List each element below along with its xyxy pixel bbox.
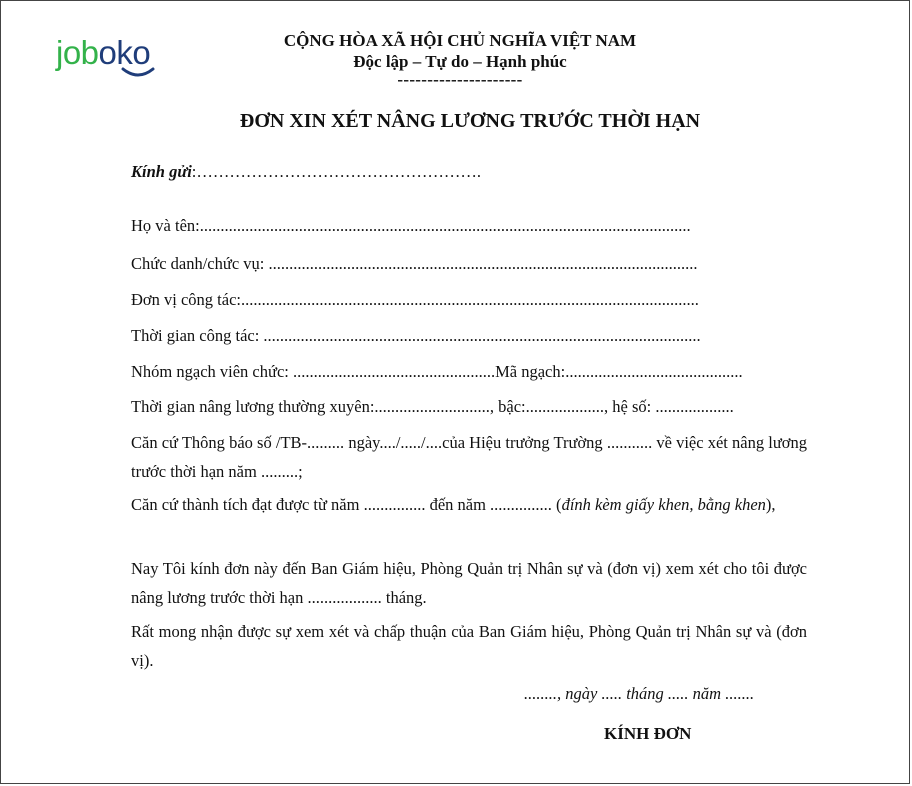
field-work-time: Thời gian công tác: ..........................................................................................................	[131, 326, 701, 345]
paragraph-closing-text: Rất mong nhận được sự xem xét và chấp thuận của Ban Giám hiệu, Phòng Quản trị Nhân sự và (đơn vị).	[131, 622, 807, 670]
logo-text-job: job	[56, 34, 99, 71]
recipient-blank: :…………………………………………….	[191, 162, 482, 181]
document-title: ĐƠN XIN XÉT NÂNG LƯƠNG TRƯỚC THỜI HẠN	[239, 110, 701, 132]
paragraph-achievement-italic: đính kèm giấy khen, bằng khen	[561, 495, 766, 514]
field-work-unit: Đơn vị công tác:...............................................................................................................	[131, 290, 699, 309]
paragraph-notice	[131, 428, 807, 486]
paragraph-achievement-text: Căn cứ thành tích đạt được từ năm ............... đến năm ............... (	[131, 495, 562, 514]
date-line: ........, ngày ..... tháng ..... năm .......	[524, 684, 755, 703]
paragraph-closing	[131, 617, 807, 675]
field-full-name: Họ và tên:.......................................................................................................................	[131, 216, 691, 235]
paragraph-achievement-end: ),	[765, 495, 776, 514]
header-motto: Độc lập – Tự do – Hạnh phúc	[353, 52, 567, 71]
joboko-logo	[56, 36, 150, 69]
national-header	[240, 30, 680, 88]
paragraph-request	[131, 554, 807, 612]
field-civil-servant-group: Nhóm ngạch viên chức: .................................................Mã ngạch:...........................................	[131, 362, 743, 381]
recipient-line	[131, 162, 481, 182]
paragraph-achievement	[131, 490, 807, 519]
header-country: CỘNG HÒA XÃ HỘI CHỦ NGHĨA VIỆT NAM	[283, 31, 637, 50]
field-salary-raise: Thời gian nâng lương thường xuyên:............................, bậc:..................., hệ số: ...................	[131, 397, 734, 416]
header-divider: ---------------------	[397, 70, 523, 89]
signature-label: KÍNH ĐƠN	[604, 724, 692, 743]
logo-text-oko: oko	[98, 34, 151, 71]
logo-smile-icon	[120, 67, 156, 79]
paragraph-request-text: Nay Tôi kính đơn này đến Ban Giám hiệu, Phòng Quản trị Nhân sự và (đơn vị) xem xét cho tôi được nâng lương trước thời hạn .................. tháng.	[131, 559, 807, 607]
paragraph-notice-text: Căn cứ Thông báo số /TB-......... ngày..../...../....của Hiệu trưởng Trường ........... về việc xét nâng lương trước thời hạn năm .........;	[131, 433, 807, 481]
field-position: Chức danh/chức vụ: ........................................................................................................	[131, 254, 698, 273]
recipient-label: Kính gửi	[131, 162, 192, 181]
